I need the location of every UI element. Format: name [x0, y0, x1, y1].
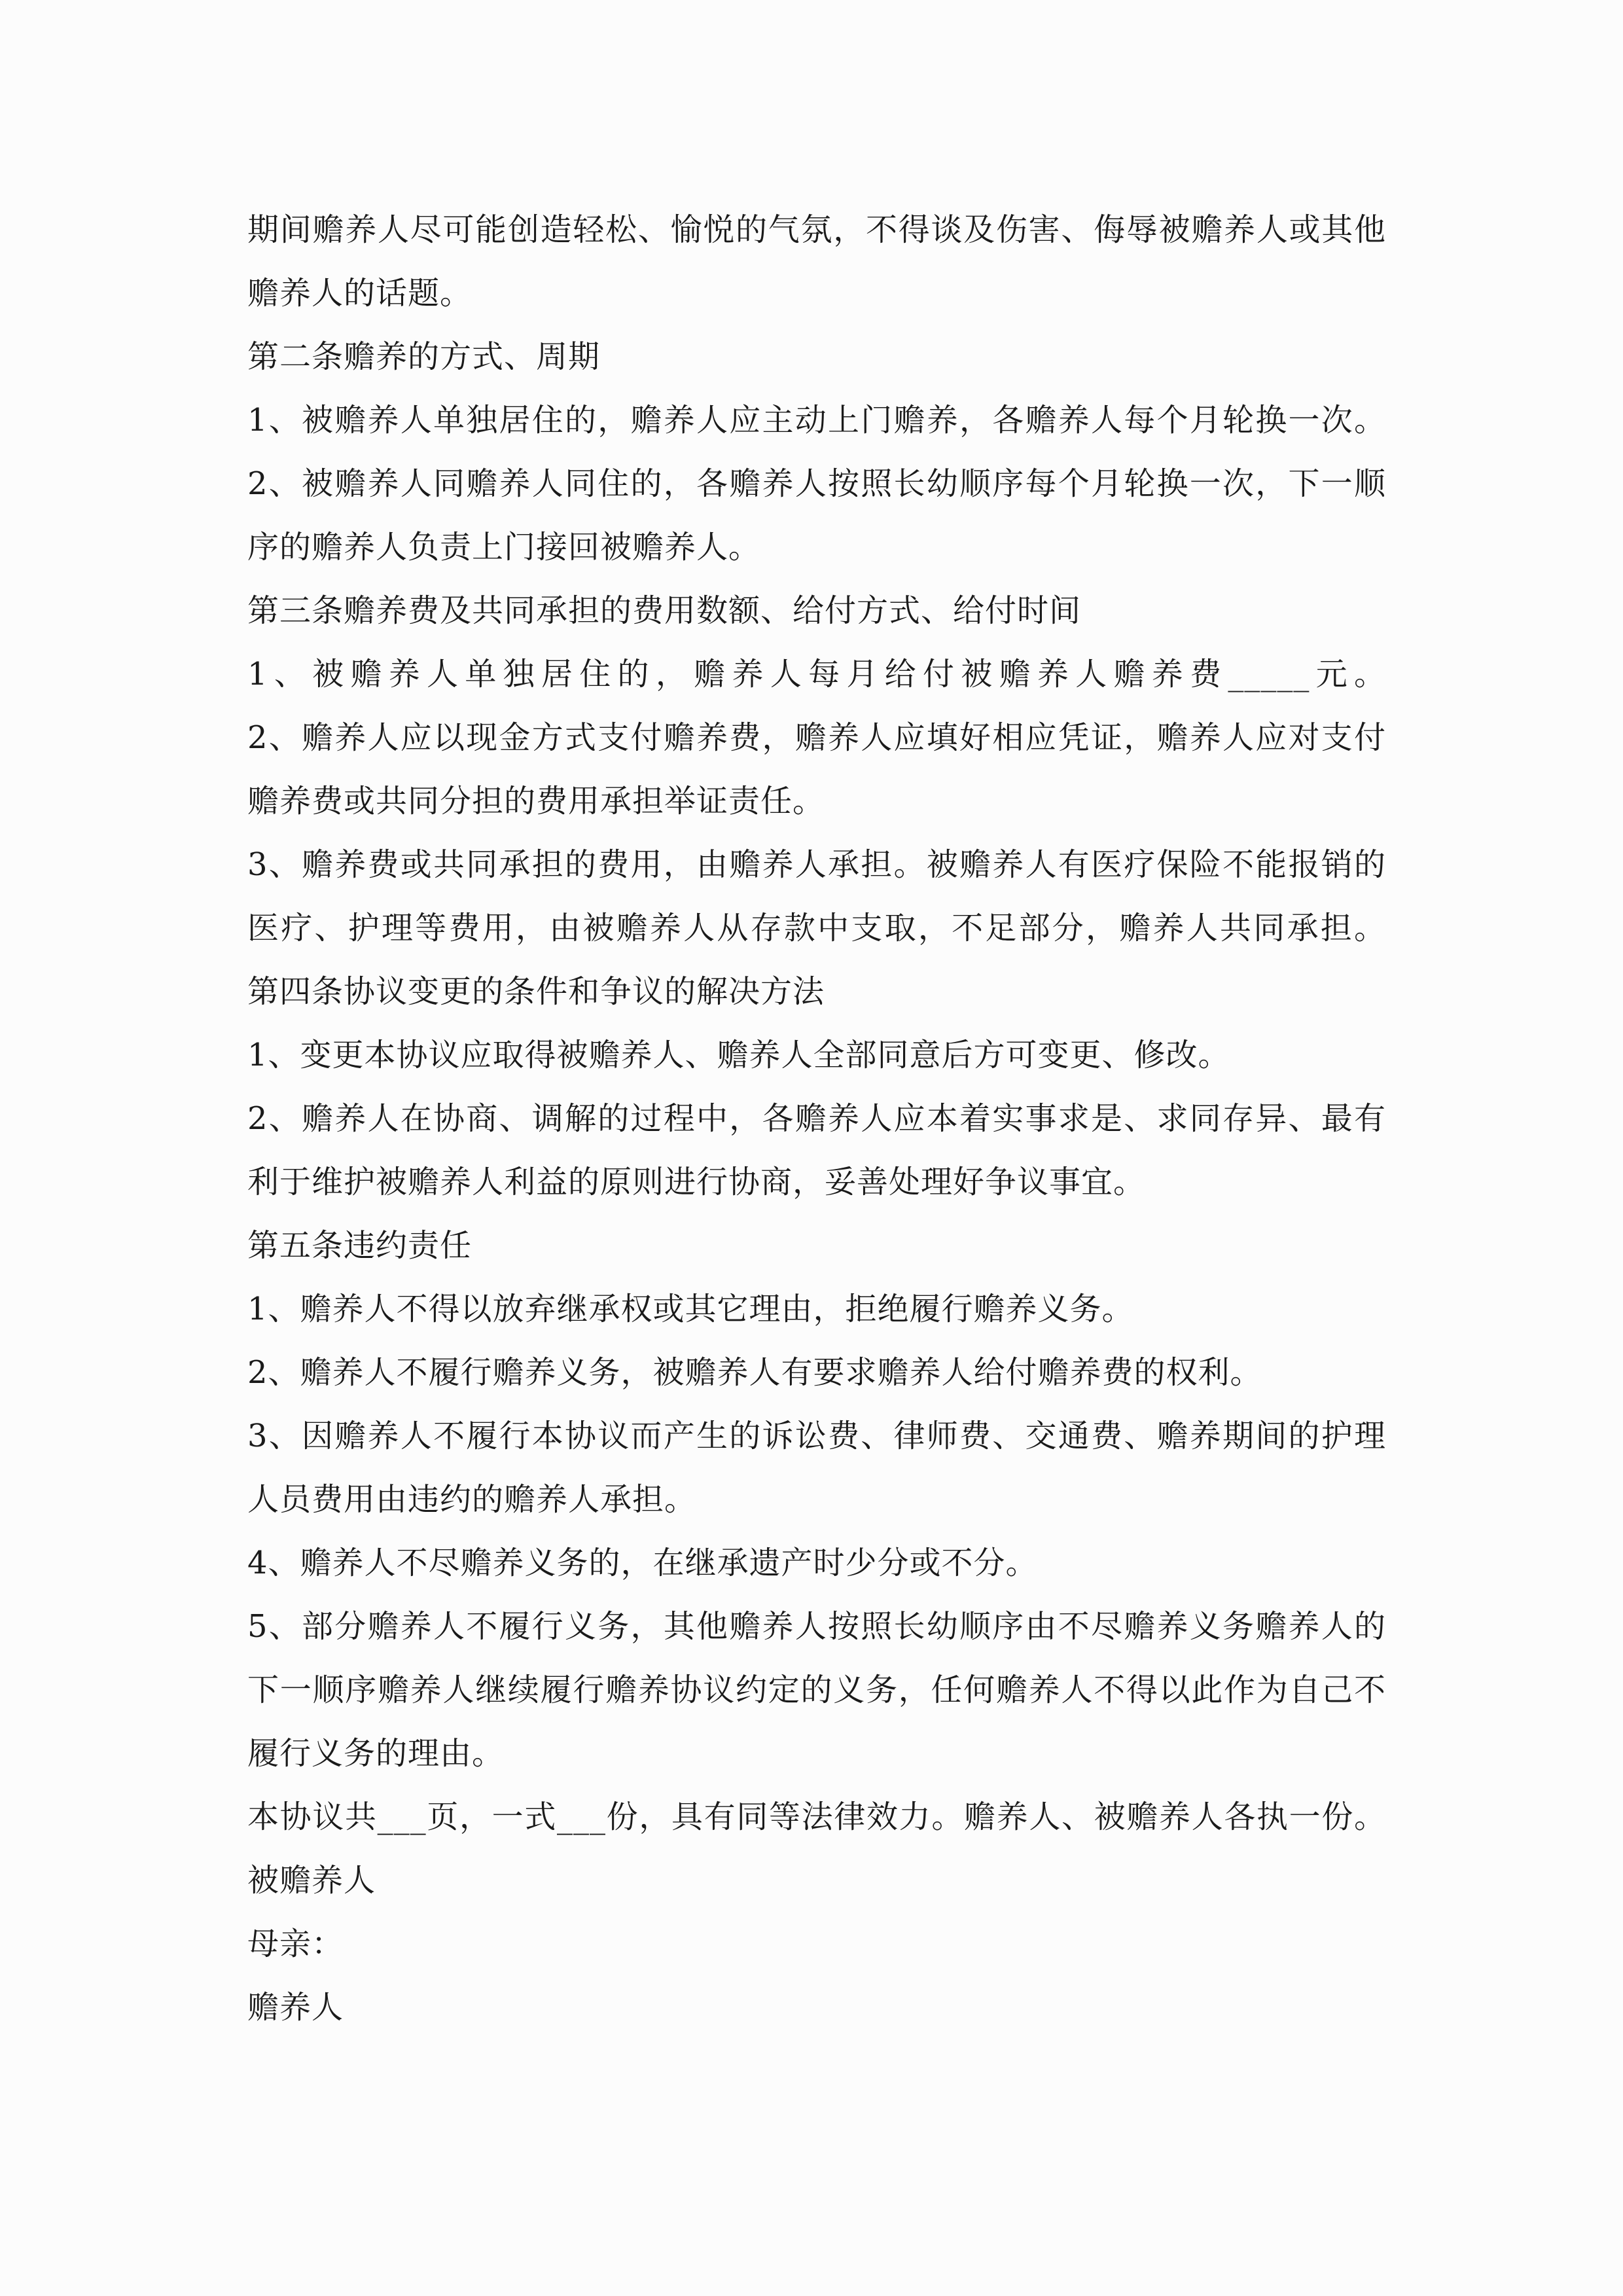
document-line: 1、变更本协议应取得被赡养人、赡养人全部同意后方可变更、修改。 [247, 1037, 1230, 1073]
document-line-article-5-heading: 第五条违约责任 [247, 1227, 473, 1264]
document-line-blank-amount: 1、被赡养人单独居住的，赡养人每月给付被赡养人赡养费_____元。 [247, 656, 1386, 692]
document-line: 2、赡养人不履行赡养义务，被赡养人有要求赡养人给付赡养费的权利。 [247, 1354, 1262, 1391]
document-line: 4、赡养人不尽赡养义务的，在继承遗产时少分或不分。 [247, 1545, 1038, 1581]
support-agreement-body [247, 198, 1386, 2039]
document-line: 人员费用由违约的赡养人承担。 [247, 1481, 697, 1518]
document-line-article-4-heading: 第四条协议变更的条件和争议的解决方法 [247, 973, 825, 1010]
document-line: 医疗、护理等费用，由被赡养人从存款中支取，不足部分，赡养人共同承担。 [247, 910, 1386, 946]
document-line: 3、赡养费或共同承担的费用，由赡养人承担。被赡养人有医疗保险不能报销的 [247, 846, 1386, 883]
document-line: 2、赡养人在协商、调解的过程中，各赡养人应本着实事求是、求同存异、最有 [247, 1100, 1386, 1137]
document-line: 下一顺序赡养人继续履行赡养协议约定的义务，任何赡养人不得以此作为自己不 [247, 1672, 1386, 1708]
document-line: 利于维护被赡养人利益的原则进行协商，妥善处理好争议事宜。 [247, 1164, 1146, 1200]
document-line: 赡养费或共同分担的费用承担举证责任。 [247, 783, 825, 819]
document-line-article-2-heading: 第二条赡养的方式、周期 [247, 338, 601, 375]
document-line: 期间赡养人尽可能创造轻松、愉悦的气氛，不得谈及伤害、侮辱被赡养人或其他 [247, 211, 1386, 248]
document-line: 3、因赡养人不履行本协议而产生的诉讼费、律师费、交通费、赡养期间的护理 [247, 1418, 1386, 1454]
document-line: 赡养人的话题。 [247, 275, 473, 312]
document-line: 1、赡养人不得以放弃继承权或其它理由，拒绝履行赡养义务。 [247, 1291, 1134, 1327]
document-line: 2、被赡养人同赡养人同住的，各赡养人按照长幼顺序每个月轮换一次，下一顺 [247, 465, 1386, 502]
document-line: 1、被赡养人单独居住的，赡养人应主动上门赡养，各赡养人每个月轮换一次。 [247, 402, 1386, 439]
document-line: 2、赡养人应以现金方式支付赡养费，赡养人应填好相应凭证，赡养人应对支付 [247, 719, 1386, 756]
document-line: 5、部分赡养人不履行义务，其他赡养人按照长幼顺序由不尽赡养义务赡养人的 [247, 1608, 1386, 1645]
document-line-copies-clause: 本协议共___页，一式___份，具有同等法律效力。赡养人、被赡养人各执一份。 [247, 1799, 1386, 1835]
document-line: 履行义务的理由。 [247, 1735, 505, 1772]
document-line-supporter-label: 赡养人 [247, 1989, 344, 2026]
document-line-article-3-heading: 第三条赡养费及共同承担的费用数额、给付方式、给付时间 [247, 592, 1082, 629]
document-line: 序的赡养人负责上门接回被赡养人。 [247, 529, 761, 565]
document-line-dependent-label: 被赡养人 [247, 1862, 376, 1899]
document-line-mother-label: 母亲： [247, 1926, 344, 1962]
